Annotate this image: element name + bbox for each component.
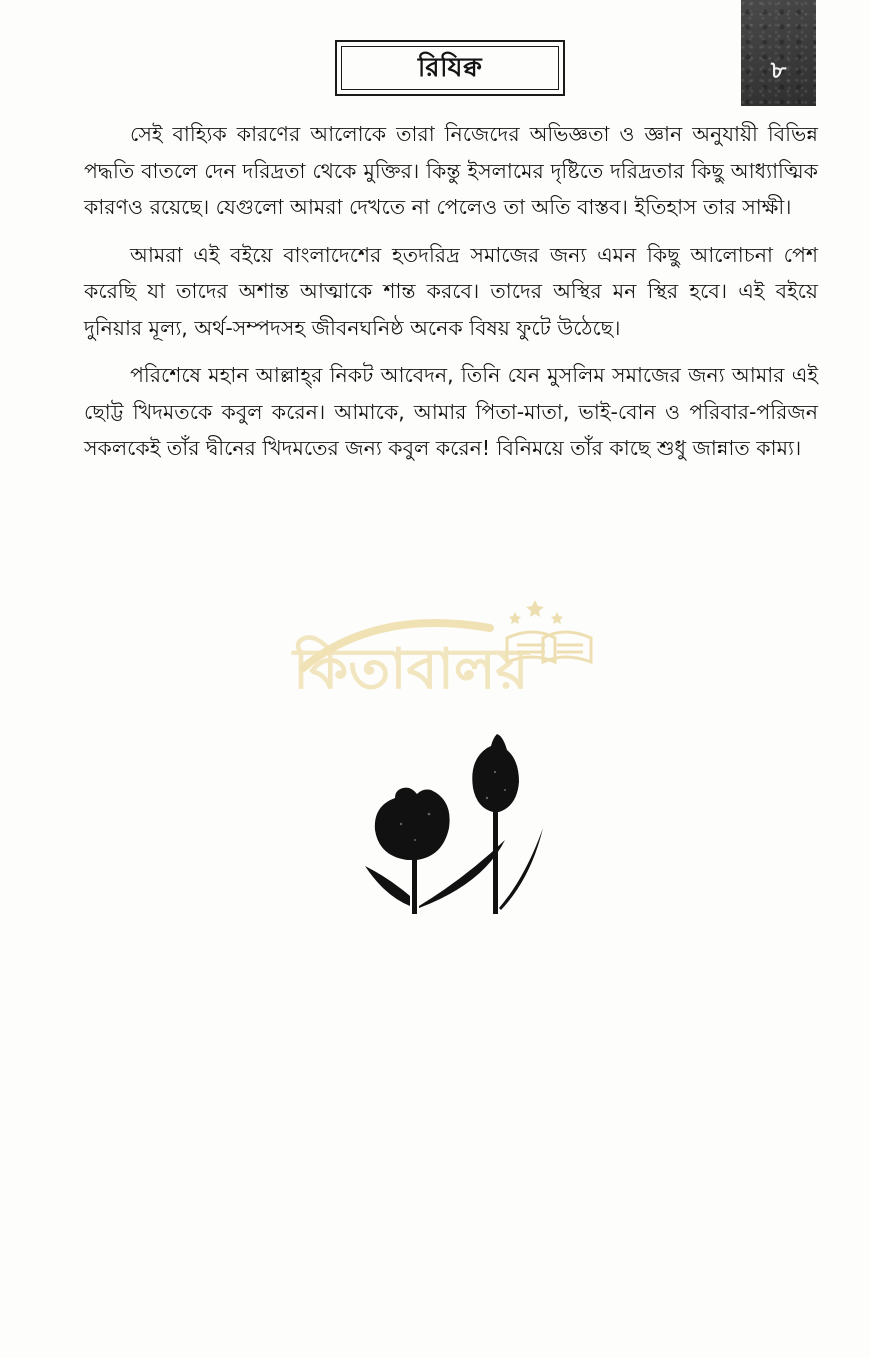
page-number-tab — [741, 0, 816, 106]
chapter-title-box — [335, 40, 565, 96]
paragraph-3: পরিশেষে মহান আল্লাহ্‌র নিকট আবেদন, তিনি যেন মুসলিম সমাজের জন্য আমার এই ছোট্ট খিদমতকে কবুল করেন। আমাকে, আমার পিতা-মাতা, ভাই-বোন ও পরিবার-পরিজন সকলকেই তাঁর দ্বীনের খিদমতের জন্য কবুল করেন! বিনিময়ে তাঁর কাছে শুধু জান্নাত কাম্য। — [84, 363, 818, 460]
body-text — [84, 116, 818, 478]
page-number: ৮ — [770, 56, 787, 84]
watermark-text: কিতাবালয় — [293, 637, 529, 702]
tulip-flowers-icon — [355, 728, 555, 918]
paragraph-1: সেই বাহ্যিক কারণের আলোকে তারা নিজেদের অভিজ্ঞতা ও জ্ঞান অনুযায়ী বিভিন্ন পদ্ধতি বাতলে দেন দরিদ্রতা থেকে মুক্তির। কিন্তু ইসলামের দৃষ্টিতে দরিদ্রতার কিছু আধ্যাত্মিক কারণও রয়েছে। যেগুলো আমরা দেখতে না পেলেও তা অতি বাস্তব। ইতিহাস তার সাক্ষী। — [84, 122, 818, 219]
publisher-watermark — [285, 590, 605, 740]
chapter-title: রিযিক্ব — [417, 53, 483, 83]
paragraph-2: আমরা এই বইয়ে বাংলাদেশের হতদরিদ্র সমাজের জন্য এমন কিছু আলোচনা পেশ করেছি যা তাদের অশান্ত আত্মাকে শান্ত করবে। তাদের অস্থির মন স্থির হবে। এই বইয়ে দুনিয়ার মূল্য, অর্থ-সম্পদসহ জীবনঘনিষ্ঠ অনেক বিষয় ফুটে উঠেছে। — [84, 242, 818, 340]
